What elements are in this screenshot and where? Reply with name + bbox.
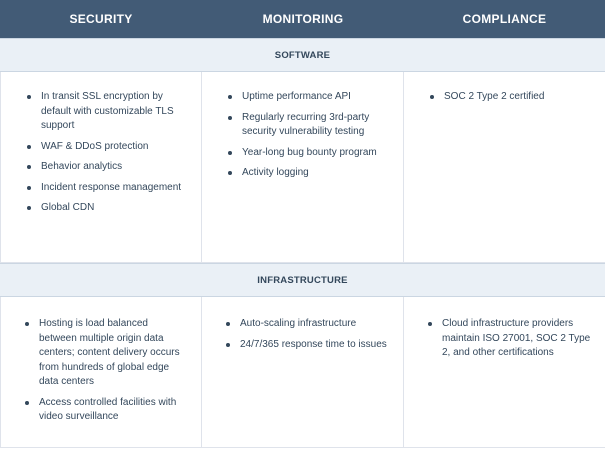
bullet-list (404, 72, 605, 105)
list-item: WAF & DDoS protection (27, 140, 187, 155)
list-item: Global CDN (27, 201, 187, 216)
bullet-list (202, 297, 403, 352)
column-header-compliance: COMPLIANCE (462, 12, 547, 26)
list-item: Auto-scaling infrastructure (226, 317, 389, 332)
list-item: In transit SSL encryption by default with customizable TLS support (27, 90, 187, 134)
list-item: Hosting is load balanced between multiple origin data centers; content delivery occurs from hundreds of global edge data centers (25, 317, 187, 390)
cell-infrastructure-security (0, 297, 202, 447)
list-item: Uptime performance API (228, 90, 389, 105)
list-item: Behavior analytics (27, 160, 187, 175)
section-title-infrastructure: INFRASTRUCTURE (0, 263, 605, 297)
list-item: Regularly recurring 3rd-party security vulnerability testing (228, 111, 389, 140)
cell-software-compliance (404, 72, 605, 262)
section-title-software: SOFTWARE (0, 38, 605, 72)
bullet-list (404, 297, 605, 361)
bullet-list (1, 72, 201, 216)
cell-infrastructure-monitoring (202, 297, 404, 447)
list-item: Access controlled facilities with video surveillance (25, 396, 187, 425)
section-row-software (0, 72, 605, 263)
section-row-infrastructure (0, 297, 605, 448)
bullet-list (1, 297, 201, 425)
list-item: 24/7/365 response time to issues (226, 338, 389, 353)
column-header-security: SECURITY (69, 12, 133, 26)
list-item: Incident response management (27, 181, 187, 196)
bullet-list (202, 72, 403, 181)
cell-software-monitoring (202, 72, 404, 262)
list-item: Activity logging (228, 166, 389, 181)
cell-software-security (0, 72, 202, 262)
list-item: Year-long bug bounty program (228, 146, 389, 161)
list-item: Cloud infrastructure providers maintain ISO 27001, SOC 2 Type 2, and other certifications (428, 317, 591, 361)
column-header-monitoring: MONITORING (262, 12, 344, 26)
list-item: SOC 2 Type 2 certified (430, 90, 591, 105)
table-header (0, 0, 605, 38)
cell-infrastructure-compliance (404, 297, 605, 447)
